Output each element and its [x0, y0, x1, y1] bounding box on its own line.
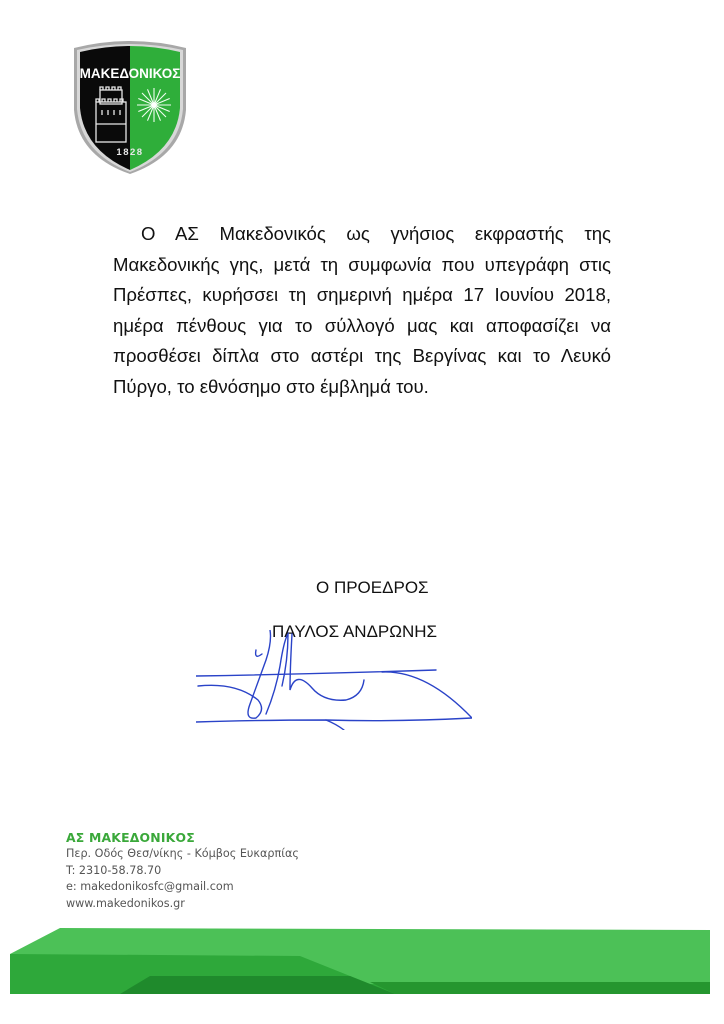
- footer-website[interactable]: www.makedonikos.gr: [66, 896, 185, 910]
- crest-founded-year: 1828: [116, 147, 144, 158]
- footer-org-name: ΑΣ ΜΑΚΕΔΟΝΙΚΟΣ: [66, 830, 195, 845]
- footer-address: Περ. Οδός Θεσ/νίκης - Κόμβος Ευκαρπίας: [66, 847, 299, 861]
- signatory-title: Ο ΠΡΟΕΔΡΟΣ: [316, 578, 429, 597]
- footer-email[interactable]: e: makedonikosfc@gmail.com: [66, 880, 234, 894]
- green-decorative-band: [0, 920, 724, 995]
- signatory-name: ΠΑΥΛΟΣ ΑΝΔΡΩΝΗΣ: [272, 622, 438, 641]
- vergina-sun-icon: [137, 88, 171, 122]
- letter-body: Ο ΑΣ Μακεδονικός ως γνήσιος εκφραστής της Μακεδονικής γης, μετά τη συμφωνία που υπεγράφη στις Πρέσπες, κυρήσσει τη σημερινή ημέρα 17 Ιουνίου 2018, ημέρα πένθους για το σύλλογό μας και αποφασίζει να προσθέσει δίπλα στο αστέρι της Βεργίνας και το Λευκό Πύργο, το εθνόσημο στο έμβλημά του.: [113, 223, 611, 397]
- club-crest-logo: [72, 38, 188, 174]
- footer-phone: T: 2310-58.78.70: [66, 863, 162, 877]
- crest-club-name: ΜΑΚΕΔΟΝΙΚΟΣ: [79, 66, 181, 81]
- handwritten-signature: [196, 630, 472, 730]
- letterhead-footer: [66, 830, 299, 912]
